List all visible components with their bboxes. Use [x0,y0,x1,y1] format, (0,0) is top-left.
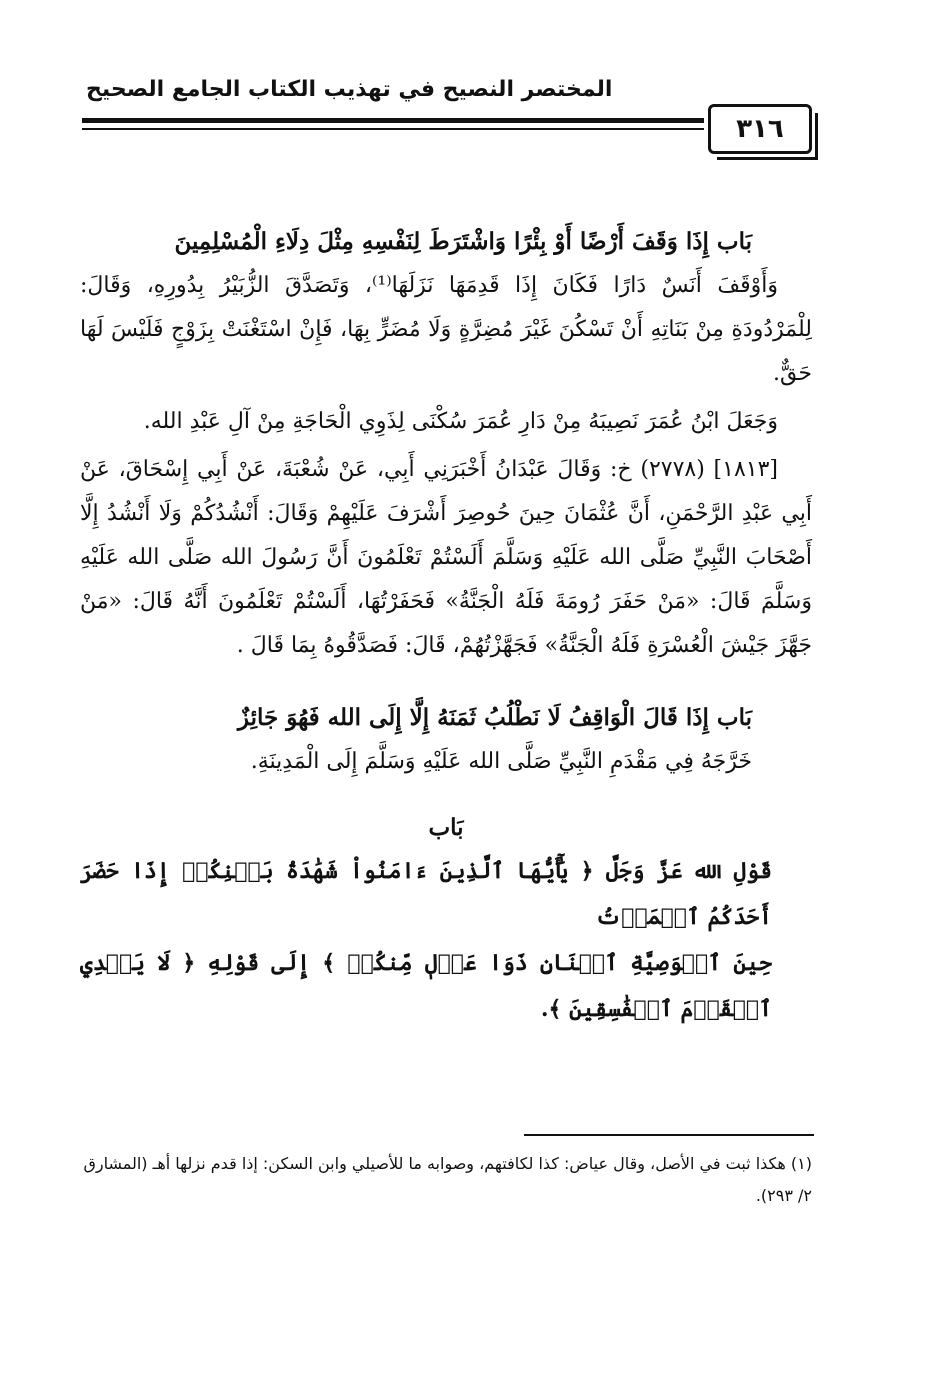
quran-verse-line-2: حِينَ ٱلۡوَصِيَّةِ ٱثۡنَانِ ذَوَا عَدۡلٖ مِّنكُمۡ ﴾ إِلَى قَوْلِهِ ﴿ لَا يَهۡدِي ٱلۡقَوۡمَ ٱلۡفَٰسِقِينَ ﴾. [80,950,772,1022]
running-title: المختصر النصيح في تهذيب الكتاب الجامع الصحيح [86,77,613,102]
page-header [82,72,812,162]
page-number: ٣١٦ [736,114,784,144]
footnote: (١) هكذا ثبت في الأصل، وقال عياض: كذا لكافتهم، وصوابه ما للأصيلي وابن السكن: إذا قدم نزلها أهـ (المشارق ٢/ ٢٩٣). [83,1154,812,1205]
quran-verse-line-1: قَوْلِ الله عَزَّ وَجَلَّ ﴿ يَٰٓأَيُّهَا ٱلَّذِينَ ءَامَنُواْ شَهَٰدَةُ بَيۡنِكُمۡ إِذَا حَضَرَ أَحَدَكُمُ ٱلۡمَوۡتُ [80,858,772,930]
header-rule-thin [82,128,704,130]
chapter-heading-3: بَاب [428,814,464,841]
paragraph-2: وَجَعَلَ ابْنُ عُمَرَ نَصِيبَهُ مِنْ دَارِ عُمَرَ سُكْنَى لِذَوِي الْحَاجَةِ مِنْ آلِ عَبْدِ الله. [143,409,778,434]
spacer [80,672,812,696]
footnote-separator [524,1134,814,1136]
header-rule-thick [82,118,704,123]
hadith-1813: [١٨١٣] (٢٧٧٨) خ: وَقَالَ عَبْدَانُ أَخْبَرَنِي أَبِي، عَنْ شُعْبَةَ، عَنْ أَبِي إِسْحَاقَ، عَنْ أَبِي عَبْدِ الرَّحْمَنِ، أَنَّ عُثْمَانَ حِينَ حُوصِرَ أَشْرَفَ عَلَيْهِمْ وَقَالَ: أَنْشُدُكُمْ وَلَا أَنْشُدُ إِلَّا أَصْحَابَ النَّبِيِّ صَلَّى الله عَلَيْهِ وَسَلَّمَ أَلَسْتُمْ تَعْلَمُونَ أَنَّ رَسُولَ الله صَلَّى الله عَلَيْهِ وَسَلَّمَ قَالَ: «مَنْ حَفَرَ رُومَةَ فَلَهُ الْجَنَّةُ» فَحَفَرْتُهَا، أَلَسْتُمْ تَعْلَمُونَ أَنَّهُ قَالَ: «مَنْ جَهَّزَ جَيْشَ الْعُسْرَةِ فَلَهُ الْجَنَّةُ» فَجَهَّزْتُهُمْ، قَالَ: فَصَدَّقُوهُ بِمَا قَالَ . [80,457,812,658]
chapter-2-note: خَرَّجَهُ فِي مَقْدَمِ النَّبِيِّ صَلَّى الله عَلَيْهِ وَسَلَّمَ إِلَى الْمَدِينَةِ. [250,749,752,774]
page-body [80,220,812,1032]
paragraph-1: وَأَوْقَفَ أَنَسٌ دَارًا فَكَانَ إِذَا قَدِمَهَا نَزَلَهَا⁽¹⁾، وَتَصَدَّقَ الزُّبَيْرُ بِدُورِهِ، وَقَالَ: لِلْمَرْدُودَةِ مِنْ بَنَاتِهِ أَنْ تَسْكُنَ غَيْرَ مُضِرَّةٍ وَلَا مُضَرٍّ بِهَا، فَإِنْ اسْتَغْنَتْ بِزَوْجٍ فَلَيْسَ لَهَا حَقٌّ. [80,273,812,386]
page-number-box [708,104,812,154]
spacer [80,784,812,808]
chapter-heading-1: بَاب إِذَا وَقَفَ أَرْضًا أَوْ بِئْرًا وَاشْتَرَطَ لِنَفْسِهِ مِثْلَ دِلَاءِ الْمُسْلِمِينَ [174,228,752,255]
chapter-heading-2: بَاب إِذَا قَالَ الْوَاقِفُ لَا نَطْلُبُ ثَمَنَهُ إِلَّا إِلَى الله فَهُوَ جَائِزٌ [237,704,752,731]
